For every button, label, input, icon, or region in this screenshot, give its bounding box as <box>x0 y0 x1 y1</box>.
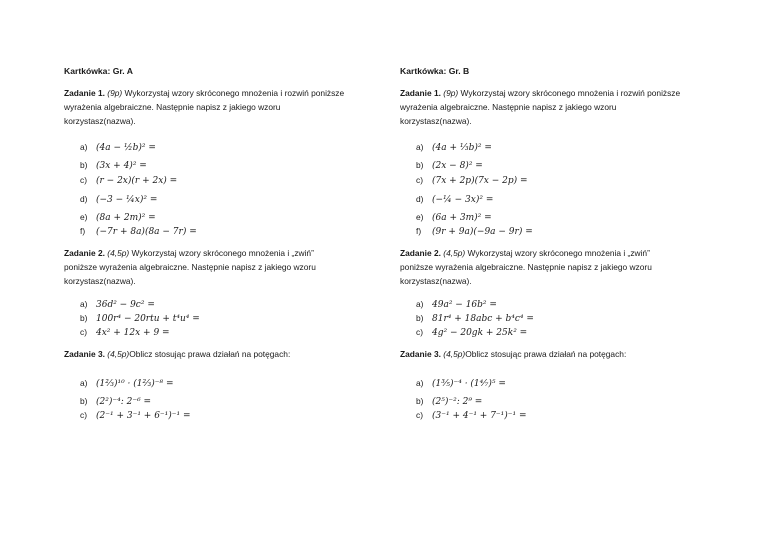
item-letter: b) <box>80 396 88 406</box>
item-letter: c) <box>80 175 87 185</box>
item-letter: e) <box>416 212 424 222</box>
task-points: (9p) <box>107 88 123 98</box>
item-expression: (2²)⁻⁴: 2⁻⁶ = <box>96 397 152 407</box>
item-expression: (−¼ − 3x)² = <box>432 195 494 205</box>
item-expression: 36d² − 9c² = <box>96 300 155 310</box>
task-text: Wykorzystaj wzory skróconego mnożenia i „zwiń” poniższe wyrażenia algebraiczne. Następnie napisz z jakiego wzoru korzystasz(nazwa). <box>400 248 652 286</box>
item-letter: f) <box>416 226 422 236</box>
task-points: (4,5p) <box>107 349 130 359</box>
group-b-header: Kartkówka: Gr. B <box>400 66 470 76</box>
item-letter: c) <box>416 175 423 185</box>
task-text: Wykorzystaj wzory skróconego mnożenia i „zwiń” poniższe wyrażenia algebraiczne. Następnie napisz z jakiego wzoru korzystasz(nazwa). <box>64 248 316 286</box>
item-letter: b) <box>416 396 424 406</box>
item-letter: a) <box>416 299 424 309</box>
list-item <box>416 158 483 172</box>
task-label: Zadanie 1. <box>400 88 441 98</box>
item-letter: f) <box>80 226 86 236</box>
list-item <box>80 325 170 339</box>
item-letter: c) <box>80 327 87 337</box>
item-expression: (2⁵)⁻²: 2⁹ = <box>432 397 483 407</box>
list-item <box>80 158 147 172</box>
item-letter: b) <box>416 160 424 170</box>
item-letter: a) <box>80 378 88 388</box>
list-item <box>416 140 492 154</box>
task-3-instructions <box>400 347 685 361</box>
item-expression: (7x + 2p)(7x − 2p) = <box>432 176 528 186</box>
item-expression: (4a + ⅓b)² = <box>432 143 492 153</box>
task-label: Zadanie 2. <box>400 248 441 258</box>
list-item <box>80 376 174 390</box>
list-item <box>416 325 527 339</box>
item-letter: a) <box>80 299 88 309</box>
item-expression: (8a + 2m)² = <box>96 213 156 223</box>
list-item <box>416 192 493 206</box>
list-item <box>416 394 482 408</box>
list-item <box>80 140 156 154</box>
task-points: (4,5p) <box>443 349 466 359</box>
item-expression: 100r⁴ − 20rtu + t⁴u⁴ = <box>96 314 200 324</box>
item-letter: b) <box>416 313 424 323</box>
list-item <box>80 408 191 422</box>
list-item <box>80 210 156 224</box>
item-letter: b) <box>80 313 88 323</box>
item-letter: c) <box>416 327 423 337</box>
list-item <box>80 394 151 408</box>
item-expression: 4g² − 20gk + 25k² = <box>432 328 528 338</box>
item-expression: 81r⁴ + 18abc + b⁴c⁴ = <box>432 314 534 324</box>
list-item <box>416 376 506 390</box>
task-2-instructions <box>64 246 349 288</box>
task-points: (9p) <box>443 88 459 98</box>
task-label: Zadanie 1. <box>64 88 105 98</box>
item-expression: (3⁻¹ + 4⁻¹ + 7⁻¹)⁻¹ = <box>432 411 527 421</box>
list-item <box>416 297 497 311</box>
item-letter: c) <box>416 410 423 420</box>
item-letter: a) <box>416 378 424 388</box>
task-1-instructions <box>400 86 685 128</box>
task-label: Zadanie 3. <box>400 349 441 359</box>
list-item <box>80 311 200 325</box>
list-item <box>416 210 492 224</box>
item-letter: d) <box>80 194 88 204</box>
item-expression: (6a + 3m)² = <box>432 213 492 223</box>
task-3-instructions <box>64 347 349 361</box>
item-letter: b) <box>80 160 88 170</box>
task-label: Zadanie 2. <box>64 248 105 258</box>
item-letter: e) <box>80 212 88 222</box>
task-points: (4,5p) <box>107 248 130 258</box>
task-label: Zadanie 3. <box>64 349 105 359</box>
list-item <box>80 173 177 187</box>
item-expression: (−7r + 8a)(8a − 7r) = <box>96 227 197 237</box>
item-expression: (1⅔)¹⁰ · (1⅔)⁻⁸ = <box>96 379 174 389</box>
task-2-instructions <box>400 246 685 288</box>
group-a-header: Kartkówka: Gr. A <box>64 66 133 76</box>
item-expression: (2x − 8)² = <box>432 161 483 171</box>
item-expression: (1⅗)⁻⁴ · (1⁴⁄₇)⁵ = <box>432 379 506 389</box>
task-points: (4,5p) <box>443 248 466 258</box>
item-expression: (r − 2x)(r + 2x) = <box>96 176 178 186</box>
list-item <box>80 192 157 206</box>
item-expression: (2⁻¹ + 3⁻¹ + 6⁻¹)⁻¹ = <box>96 411 191 421</box>
item-expression: (−3 − ¼x)² = <box>96 195 158 205</box>
item-expression: (3x + 4)² = <box>96 161 147 171</box>
list-item <box>80 224 197 238</box>
task-text: Oblicz stosując prawa działań na potęgach: <box>129 349 291 359</box>
item-expression: 49a² − 16b² = <box>432 300 497 310</box>
item-letter: d) <box>416 194 424 204</box>
list-item <box>416 224 533 238</box>
item-letter: a) <box>416 142 424 152</box>
list-item <box>416 173 528 187</box>
task-text: Oblicz stosując prawa działań na potęgach: <box>465 349 627 359</box>
item-letter: a) <box>80 142 88 152</box>
task-1-instructions <box>64 86 349 128</box>
list-item <box>416 311 534 325</box>
list-item <box>416 408 527 422</box>
item-expression: (9r + 9a)(−9a − 9r) = <box>432 227 533 237</box>
item-expression: (4a − ½b)² = <box>96 143 156 153</box>
item-expression: 4x² + 12x + 9 = <box>96 328 170 338</box>
task-text: Wykorzystaj wzory skróconego mnożenia i rozwiń poniższe wyrażenia algebraiczne. Następnie napisz z jakiego wzoru korzystasz(nazwa). <box>400 88 681 126</box>
list-item <box>80 297 155 311</box>
task-text: Wykorzystaj wzory skróconego mnożenia i rozwiń poniższe wyrażenia algebraiczne. Następnie napisz z jakiego wzoru korzystasz(nazwa). <box>64 88 345 126</box>
item-letter: c) <box>80 410 87 420</box>
